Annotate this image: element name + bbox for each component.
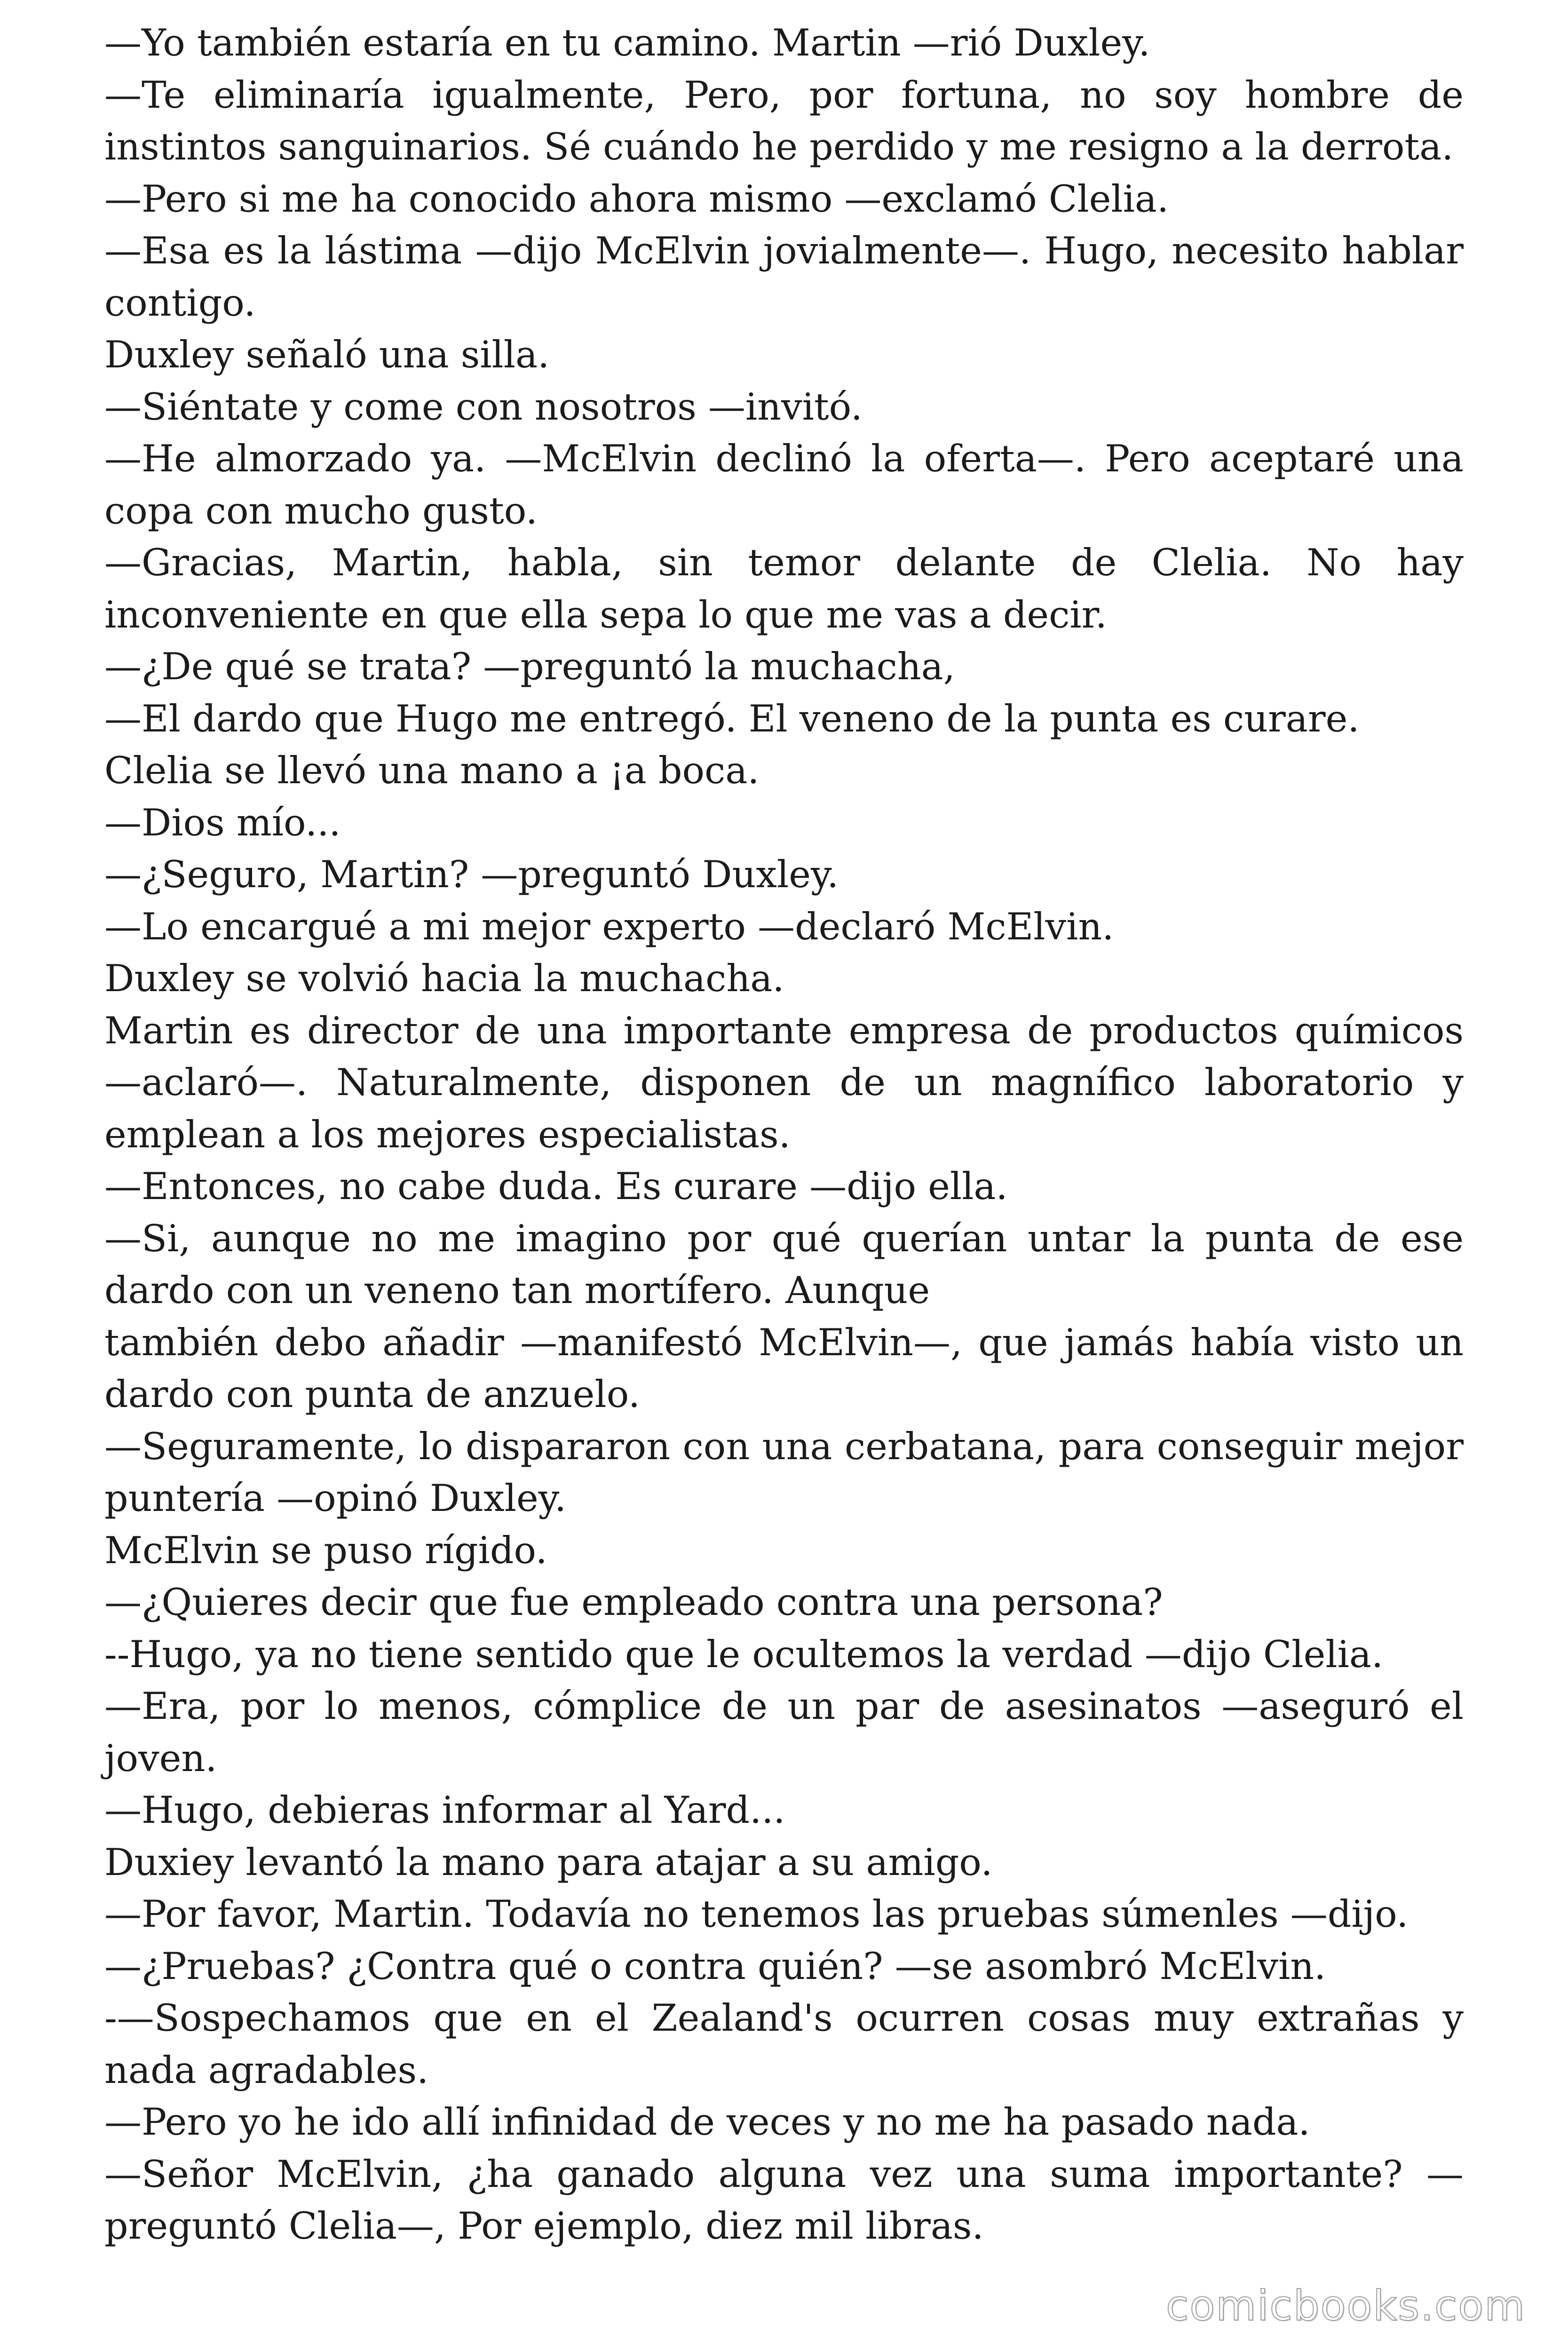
paragraph: Duxley se volvió hacia la muchacha. <box>104 957 784 1000</box>
paragraph: —Yo también estaría en tu camino. Martin —rió Duxley. <box>104 21 1150 64</box>
watermark: comicbooks.com <box>1165 2281 1526 2330</box>
paragraph: —¿De qué se trata? —preguntó la muchacha, <box>104 645 955 688</box>
paragraph: —¿Quieres decir que fue empleado contra una persona? <box>104 1581 1163 1624</box>
paragraph: Duxiey levantó la mano para atajar a su amigo. <box>104 1840 993 1884</box>
paragraph: —Por favor, Martin. Todavía no tenemos las pruebas súmenles —dijo. <box>104 1892 1409 1936</box>
paragraph: Clelia se llevó una mano a ¡a boca. <box>104 749 760 792</box>
paragraph: --Hugo, ya no tiene sentido que le ocultemos la verdad —dijo Clelia. <box>104 1632 1384 1676</box>
paragraph: -—Sospechamos que en el Zealand's ocurren cosas muy extrañas y nada agradables. <box>104 1996 1464 2092</box>
paragraph: —Dios mío... <box>104 801 341 844</box>
paragraph: Martin es director de una importante empresa de productos químicos —aclaró—. Naturalmente, disponen de un magnífico laboratorio y emplean a los mejores especialistas. <box>104 1009 1464 1156</box>
paragraph: —¿Pruebas? ¿Contra qué o contra quién? —se asombró McElvin. <box>104 1944 1326 1988</box>
paragraph: —Seguramente, lo dispararon con una cerbatana, para conseguir mejor puntería —opinó Duxley. <box>104 1424 1464 1520</box>
paragraph: —Hugo, debieras informar al Yard... <box>104 1788 785 1832</box>
paragraph: —Si, aunque no me imagino por qué querían untar la punta de ese dardo con un veneno tan mortífero. Aunque <box>104 1216 1464 1312</box>
paragraph: —Gracias, Martin, habla, sin temor delante de Clelia. No hay inconveniente en que ella sepa lo que me vas a decir. <box>104 541 1464 636</box>
paragraph: —Pero yo he ido allí infinidad de veces y no me ha pasado nada. <box>104 2100 1310 2144</box>
paragraph: —El dardo que Hugo me entregó. El veneno de la punta es curare. <box>104 697 1360 740</box>
paragraph: también debo añadir —manifestó McElvin—, que jamás había visto un dardo con punta de anzuelo. <box>104 1320 1464 1416</box>
paragraph: —Era, por lo menos, cómplice de un par de asesinatos —aseguró el joven. <box>104 1685 1464 1780</box>
paragraph: —Te eliminaría igualmente, Pero, por fortuna, no soy hombre de instintos sanguinarios. Sé cuándo he perdido y me resigno a la derrota. <box>104 73 1464 168</box>
paragraph: —Señor McElvin, ¿ha ganado alguna vez una suma importante? — preguntó Clelia—, Por ejemplo, diez mil libras. <box>104 2152 1464 2248</box>
paragraph: —Pero si me ha conocido ahora mismo —exclamó Clelia. <box>104 177 1169 221</box>
paragraph: McElvin se puso rígido. <box>104 1528 547 1572</box>
paragraph: Duxley señaló una silla. <box>104 333 550 376</box>
book-page <box>104 17 1464 2252</box>
paragraph: —Entonces, no cabe duda. Es curare —dijo ella. <box>104 1165 1008 1208</box>
paragraph: —He almorzado ya. —McElvin declinó la oferta—. Pero aceptaré una copa con mucho gusto. <box>104 437 1464 532</box>
paragraph: —Esa es la lástima —dijo McElvin jovialmente—. Hugo, necesito hablar contigo. <box>104 229 1464 325</box>
paragraph: —Lo encargué a mi mejor experto —declaró McElvin. <box>104 905 1114 948</box>
paragraph: —Siéntate y come con nosotros —invitó. <box>104 385 863 429</box>
paragraph: —¿Seguro, Martin? —preguntó Duxley. <box>104 853 839 896</box>
